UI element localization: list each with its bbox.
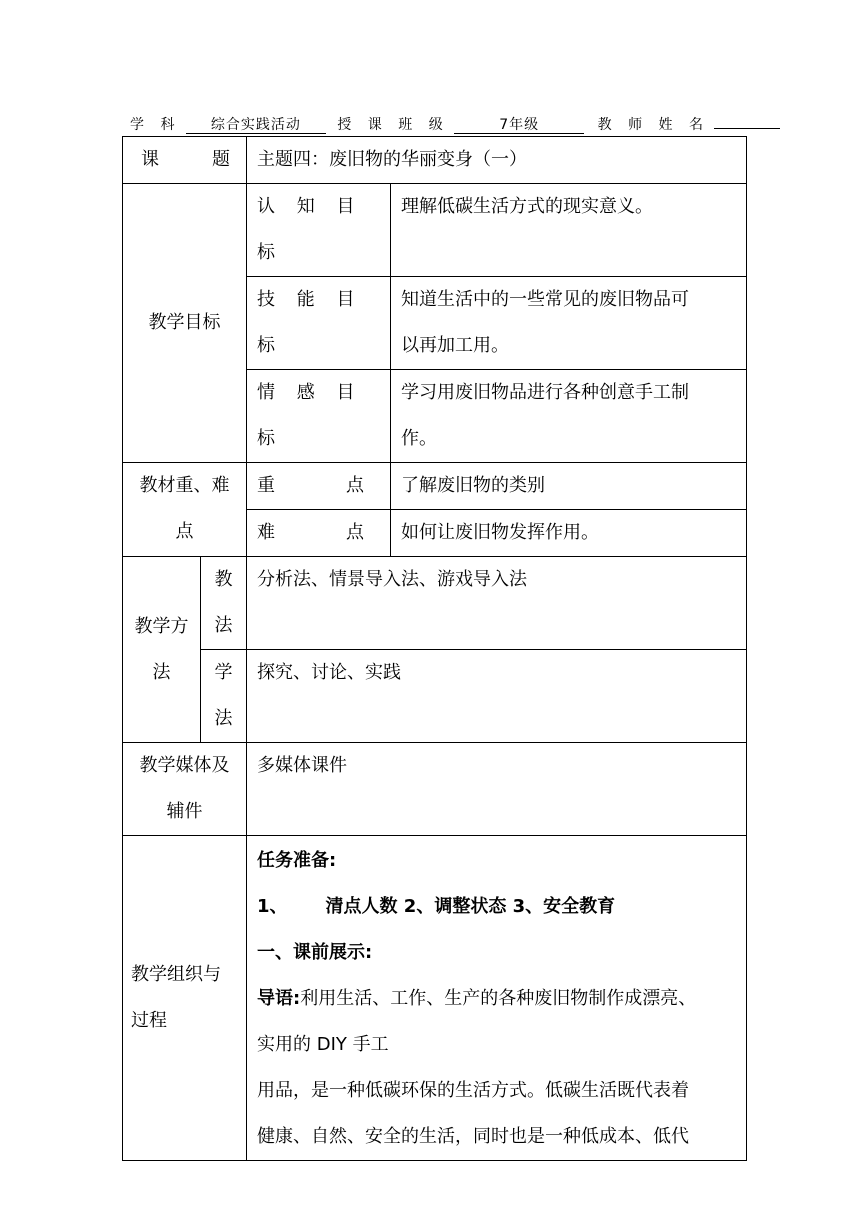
difficult-value: 如何让废旧物发挥作用。 bbox=[391, 510, 747, 557]
key-points-label-line1: 教材重、难 bbox=[139, 475, 230, 496]
prep-item-1 bbox=[257, 884, 740, 930]
topic-label-left: 课 bbox=[141, 149, 159, 170]
process-label-line1: 教学组织与 bbox=[131, 964, 221, 985]
topic-label-cell bbox=[123, 137, 247, 184]
media-row bbox=[123, 743, 747, 836]
lesson-plan-table bbox=[122, 136, 747, 1161]
key-label-right: 点 bbox=[346, 475, 364, 496]
skill-value-cell bbox=[391, 277, 747, 370]
topic-value: 主题四：废旧物的华丽变身（一） bbox=[247, 137, 747, 184]
intro-label: 导语: bbox=[257, 988, 301, 1009]
teacher-label: 教 师 姓 名 bbox=[597, 117, 709, 133]
cognitive-value: 理解低碳生活方式的现实意义。 bbox=[391, 184, 747, 277]
skill-label: 技 能 目 标 bbox=[247, 277, 391, 370]
objective-cognitive-row bbox=[123, 184, 747, 277]
paragraph-line2: 健康、自然、安全的生活，同时也是一种低成本、低代 bbox=[257, 1126, 689, 1147]
skill-value-line1: 知道生活中的一些常见的废旧物品可 bbox=[401, 289, 689, 310]
methods-label-line1: 教学方 bbox=[134, 615, 189, 637]
skill-value-line2: 以再加工用。 bbox=[401, 335, 509, 356]
intro-text-line1: 利用生活、工作、生产的各种废旧物制作成漂亮、 bbox=[300, 988, 697, 1009]
process-label-line2: 过程 bbox=[131, 1010, 167, 1031]
cognitive-label: 认 知 目 标 bbox=[247, 184, 391, 277]
subject-label: 学 科 bbox=[130, 117, 181, 133]
media-label-line2: 辅件 bbox=[166, 801, 203, 822]
key-point-row bbox=[123, 463, 747, 510]
difficult-label-cell bbox=[247, 510, 391, 557]
intro-text-line2: 实用的 DIY 手工 bbox=[257, 1034, 389, 1055]
learning-label-line2: 法 bbox=[214, 708, 233, 729]
process-row bbox=[123, 836, 747, 1161]
task-prep-heading: 任务准备: bbox=[257, 850, 337, 871]
document-header bbox=[130, 114, 780, 134]
class-value: 7年级 bbox=[454, 117, 584, 134]
emotion-value-line1: 学习用废旧物品进行各种创意手工制 bbox=[401, 382, 689, 403]
methods-label-line2: 法 bbox=[152, 661, 171, 683]
teacher-value bbox=[714, 128, 780, 129]
process-label-cell bbox=[123, 836, 247, 1161]
difficult-label-right: 点 bbox=[346, 522, 364, 543]
topic-row bbox=[123, 137, 747, 184]
prep-item-1-text: 清点人数 2、调整状态 3、安全教育 bbox=[325, 896, 616, 917]
media-label-cell bbox=[123, 743, 247, 836]
teaching-value: 分析法、情景导入法、游戏导入法 bbox=[247, 557, 747, 650]
difficult-label-left: 难 bbox=[257, 522, 275, 543]
section-pre-class-heading: 一、课前展示: bbox=[257, 942, 373, 963]
subject-value: 综合实践活动 bbox=[186, 117, 326, 134]
learning-label-line1: 学 bbox=[214, 662, 233, 683]
emotion-label: 情 感 目 标 bbox=[247, 370, 391, 463]
emotion-value-cell bbox=[391, 370, 747, 463]
key-value: 了解废旧物的类别 bbox=[391, 463, 747, 510]
process-content bbox=[247, 836, 747, 1161]
prep-item-1-number: 1、 bbox=[257, 896, 288, 917]
class-label: 授 课 班 级 bbox=[337, 117, 449, 133]
learning-method-row bbox=[123, 650, 747, 743]
media-value: 多媒体课件 bbox=[247, 743, 747, 836]
learning-value: 探究、讨论、实践 bbox=[247, 650, 747, 743]
teaching-method-row bbox=[123, 557, 747, 650]
intro-line1 bbox=[257, 976, 740, 1022]
teaching-label-line1: 教 bbox=[214, 569, 233, 590]
paragraph-line1: 用品，是一种低碳环保的生活方式。低碳生活既代表着 bbox=[257, 1080, 689, 1101]
media-label-line1: 教学媒体及 bbox=[139, 755, 230, 776]
emotion-value-line2: 作。 bbox=[401, 428, 437, 449]
key-label-left: 重 bbox=[257, 475, 275, 496]
objectives-label: 教学目标 bbox=[123, 184, 247, 463]
key-label-cell bbox=[247, 463, 391, 510]
methods-label-cell bbox=[123, 557, 201, 743]
key-points-label-cell bbox=[123, 463, 247, 557]
teaching-label-cell bbox=[201, 557, 247, 650]
teaching-label-line2: 法 bbox=[214, 615, 233, 636]
key-points-label-line2: 点 bbox=[175, 521, 194, 542]
topic-label-right: 题 bbox=[212, 149, 230, 170]
learning-label-cell bbox=[201, 650, 247, 743]
